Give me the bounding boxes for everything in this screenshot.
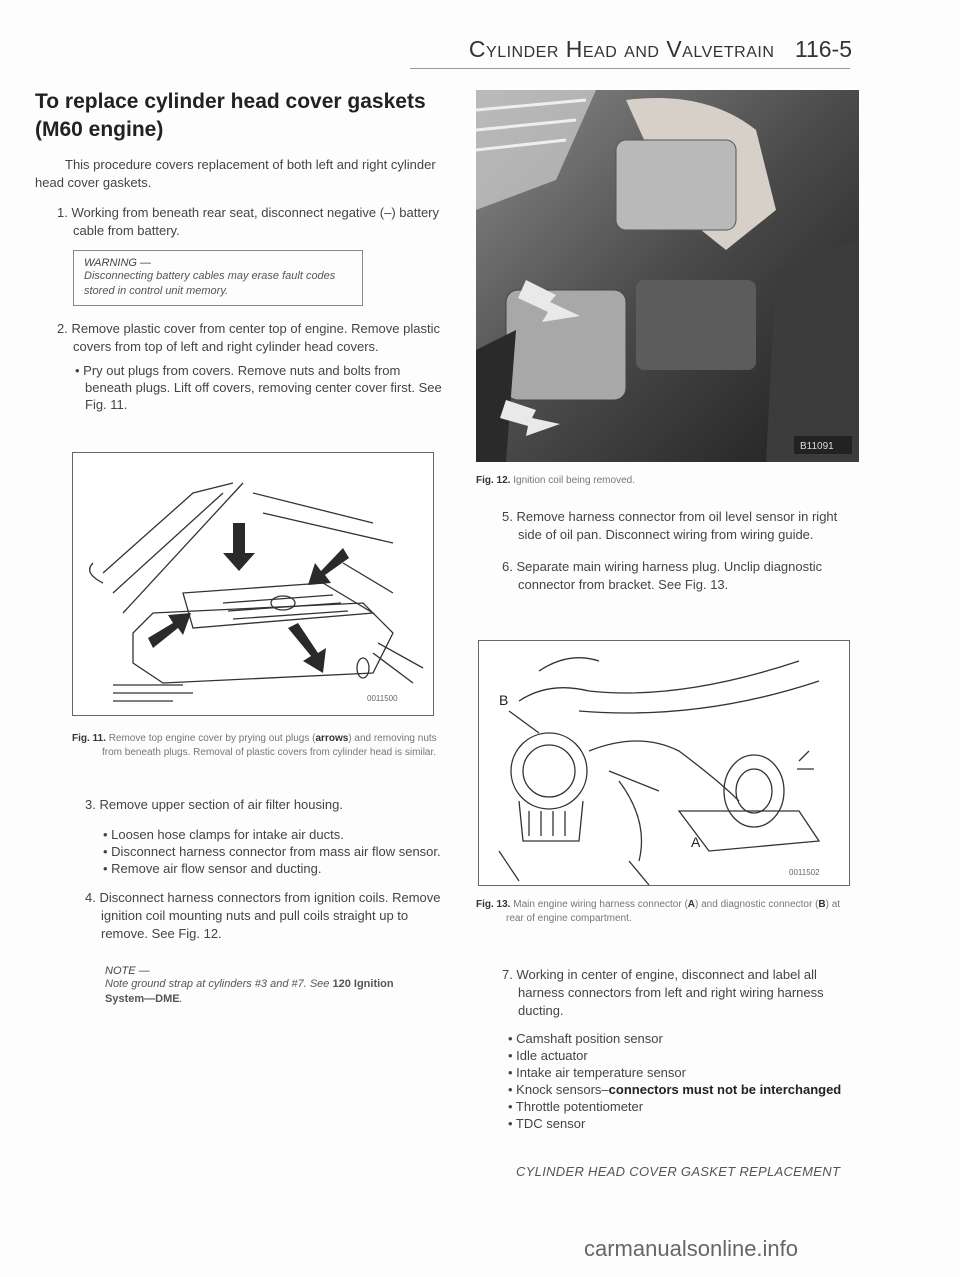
figure-13-caption-A: A <box>687 899 696 910</box>
figure-12-label: Fig. 12. <box>476 475 511 486</box>
warning-box <box>73 250 363 306</box>
figure-13-label: Fig. 13. <box>476 899 511 910</box>
figure-13-caption-B: B <box>818 899 826 910</box>
figure-13-caption <box>476 898 856 926</box>
step-2-bullet-1: • Pry out plugs from covers. Remove nuts and bolts from beneath plugs. Lift off covers, removing center cover first. See Fig. 11. <box>75 363 442 412</box>
left-column <box>35 88 445 413</box>
note-text-a: Note ground strap at cylinders #3 and #7. See <box>105 978 330 990</box>
step-2: 2. Remove plastic cover from center top of engine. Remove plastic covers from top of left and right cylinder head covers. <box>57 321 440 354</box>
note-block <box>105 965 405 1007</box>
step-5: 5. Remove harness connector from oil level sensor in right side of oil pan. Disconnect wiring from wiring guide. <box>502 509 838 542</box>
step-3-bullet-3: • Remove air flow sensor and ducting. <box>103 861 322 876</box>
footer-section-ref: CYLINDER HEAD COVER GASKET REPLACEMENT <box>516 1164 841 1179</box>
step-7-bullet-4 <box>496 1081 856 1098</box>
section-title-line2: (M60 engine) <box>35 118 164 141</box>
figure-13-caption-c: ) at rear of engine compartment. <box>506 899 841 924</box>
step-3-bullet-2: • Disconnect harness connector from mass air flow sensor. <box>103 844 441 859</box>
step-6: 6. Separate main wiring harness plug. Unclip diagnostic connector from bracket. See Fig. 13. <box>502 559 823 592</box>
intro-paragraph: This procedure covers replacement of both left and right cylinder head cover gaskets. <box>35 157 436 190</box>
figure-12-code: B11091 <box>800 441 834 452</box>
ignition-coil-photo <box>476 90 859 462</box>
chapter-title: Cylinder Head and Valvetrain <box>468 36 775 62</box>
note-ref: 120 Ignition System—DME <box>105 978 394 1005</box>
figure-12-image <box>476 90 859 462</box>
page-header <box>392 36 852 70</box>
step-3: 3. Remove upper section of air filter housing. <box>85 797 343 812</box>
step-7-bullet-4a: • Knock sensors– <box>508 1082 609 1097</box>
figure-12-caption-text: Ignition coil being removed. <box>513 475 635 486</box>
label-B: B <box>499 692 509 708</box>
warning-title: WARNING — <box>84 257 152 269</box>
figure-11-image <box>72 452 434 716</box>
note-title: NOTE — <box>105 965 150 977</box>
watermark: carmanualsonline.info <box>584 1236 799 1261</box>
page-number: 116-5 <box>794 36 852 62</box>
header-rule <box>410 68 850 69</box>
wiring-harness-illustration <box>479 641 849 885</box>
step-7-bullet-3: • Intake air temperature sensor <box>508 1065 686 1080</box>
figure-11-caption-b: ) and removing nuts from beneath plugs. Removal of plastic covers from cylinder head is similar. <box>102 733 437 758</box>
step-7: 7. Working in center of engine, disconnect and label all harness connectors from left and right wiring harness ducting. <box>502 967 824 1018</box>
figure-13-code: 0011502 <box>789 868 820 877</box>
label-A: A <box>691 834 701 850</box>
figure-11-caption <box>72 732 444 760</box>
figure-13-caption-b: ) and diagnostic connector ( <box>695 899 819 910</box>
note-text: Note ground strap at cylinders #3 and #7. See 120 Ignition System—DME. <box>105 978 394 1005</box>
step-7-bullet-4b: connectors must not be interchanged <box>608 1082 842 1097</box>
step-7-bullet-2: • Idle actuator <box>508 1048 588 1063</box>
figure-13-caption-a: Main engine wiring harness connector ( <box>513 899 688 910</box>
figure-12-caption <box>476 474 856 488</box>
step-3-bullet-1: • Loosen hose clamps for intake air ducts. <box>103 827 344 842</box>
engine-cover-illustration <box>73 453 433 715</box>
step-1: 1. Working from beneath rear seat, disconnect negative (–) battery cable from battery. <box>57 205 440 238</box>
left-column-lower <box>35 796 445 1007</box>
figure-11-code: 0011500 <box>367 694 398 703</box>
step-7-bullet-6: • TDC sensor <box>508 1116 586 1131</box>
right-column-lower <box>496 966 856 1132</box>
step-4: 4. Disconnect harness connectors from ignition coils. Remove ignition coil mounting nuts and pull coils straight up to remove. See Fig. 12. <box>85 890 441 941</box>
figure-11-label: Fig. 11. <box>72 733 106 744</box>
figure-11-caption-a: Remove top engine cover by prying out plugs ( <box>108 733 316 744</box>
section-title-line1: To replace cylinder head cover gaskets <box>35 90 426 113</box>
warning-text: Disconnecting battery cables may erase fault codes stored in control unit memory. <box>84 270 336 297</box>
step-7-bullet-5: • Throttle potentiometer <box>508 1099 644 1114</box>
step-7-bullet-1: • Camshaft position sensor <box>508 1031 663 1046</box>
figure-11-caption-bold: arrows <box>315 733 349 744</box>
figure-13-image <box>478 640 850 886</box>
right-column-upper <box>496 508 856 594</box>
